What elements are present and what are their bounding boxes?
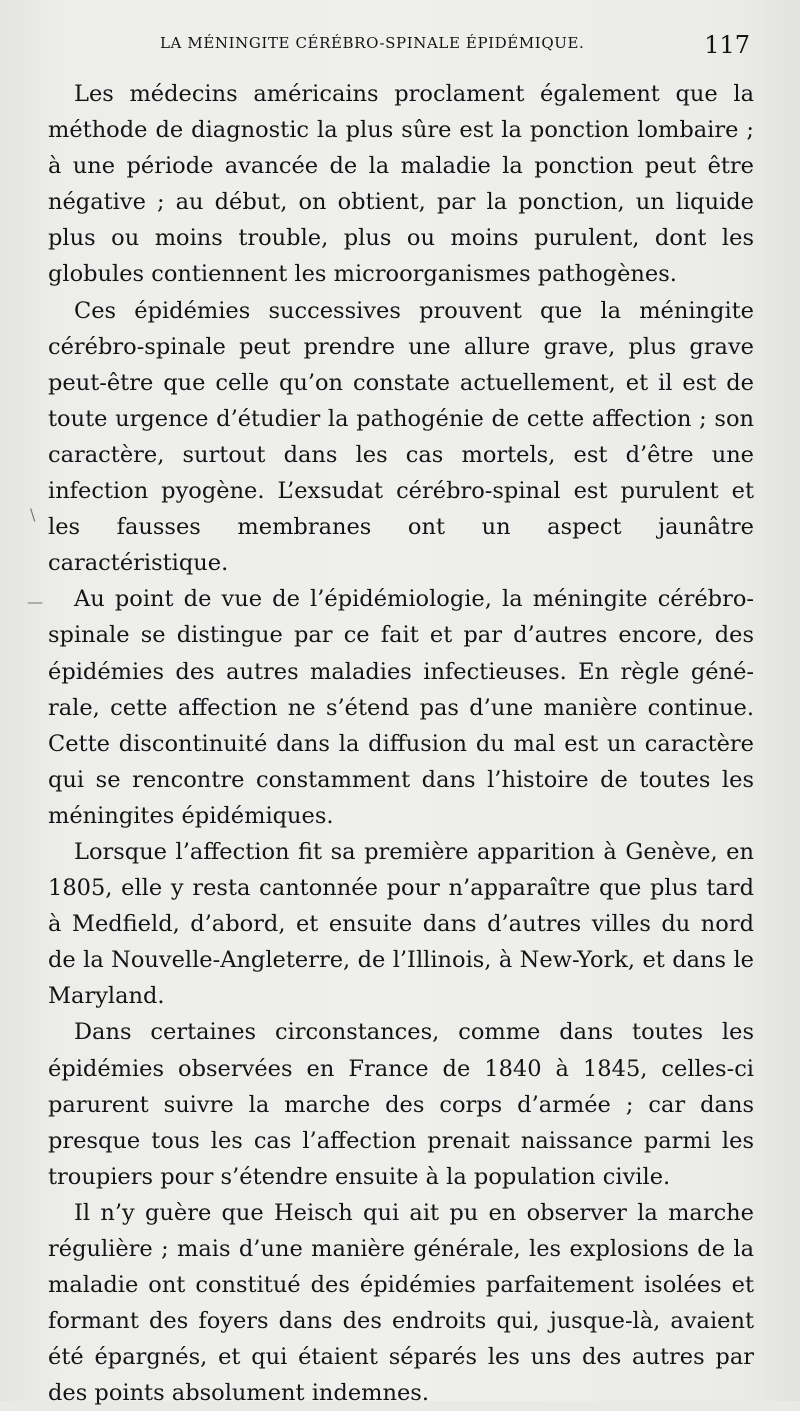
margin-mark: \	[30, 505, 36, 524]
margin-mark: —	[27, 592, 43, 611]
running-head	[160, 31, 760, 64]
paragraph-1: Les médecins américains proclament également que la méthode de diagnostic la plus sûre est la ponction lombaire ; à une période avancée de la maladie la ponction peut être négative ; au début, on obtient, par la ponction, un liquide plus ou moins trouble, plus ou moins purulent, dont les globules contiennent les microorganismes pathogènes.	[48, 81, 754, 288]
running-title: LA MÉNINGITE CÉRÉBRO-SPINALE ÉPIDÉMIQUE.	[160, 34, 585, 52]
paragraph-4: Lorsque l’affection fit sa première apparition à Genève, en 1805, elle y resta cantonnée pour n’apparaître que plus tard à Medfield, d’abord, et ensuite dans d’autres villes du nord de la Nouvelle-Angleterre, de l’Illinois, à New-York, et dans le Maryland.	[48, 838, 754, 1010]
paragraph-5: Dans certaines circonstances, comme dans toutes les épidémies observées en France de 1840 à 1845, celles-ci parurent suivre la marche des corps d’armée ; car dans presque tous les cas l’affection prenait naissance parmi les troupiers pour s’étendre ensuite à la population civile.	[48, 1019, 754, 1190]
paragraph-6: Il n’y guère que Heisch qui ait pu en observer la marche régulière ; mais d’une manière générale, les explosions de la maladie ont constitué des épidémies parfaitement isolées et formant des foyers dans des endroits qui, jusque-là, avaient été épargnés, et qui étaient séparés les uns des autres par des points absolument indemnes.	[48, 1199, 754, 1407]
page-number: 117	[704, 31, 750, 59]
paragraph-2: Ces épidémies successives prouvent que la méningite cérébro-spinale peut prendre une allure grave, plus grave peut-être que celle qu’on constate actuellement, et il est de toute urgence d’étudier la pathogénie de cette affection ; son caractère, surtout dans les cas mortels, est d’être une infection pyogène. L’exsudat cérébro-spinal est purulent et les fausses membranes ont un aspect jaunâtre caractéristique.	[48, 297, 754, 577]
paragraph-3: Au point de vue de l’épidémiologie, la méningite cérébro-spinale se distingue par ce fait et par d’autres encore, des épidémies des autres maladies infectieuses. En règle géné-rale, cette affection ne s’étend pas d’une manière continue. Cette discontinuité dans la diffusion du mal est un caractère qui se rencontre constamment dans l’histoire de toutes les méningites épidémiques.	[48, 586, 754, 829]
body-text	[48, 76, 754, 1411]
